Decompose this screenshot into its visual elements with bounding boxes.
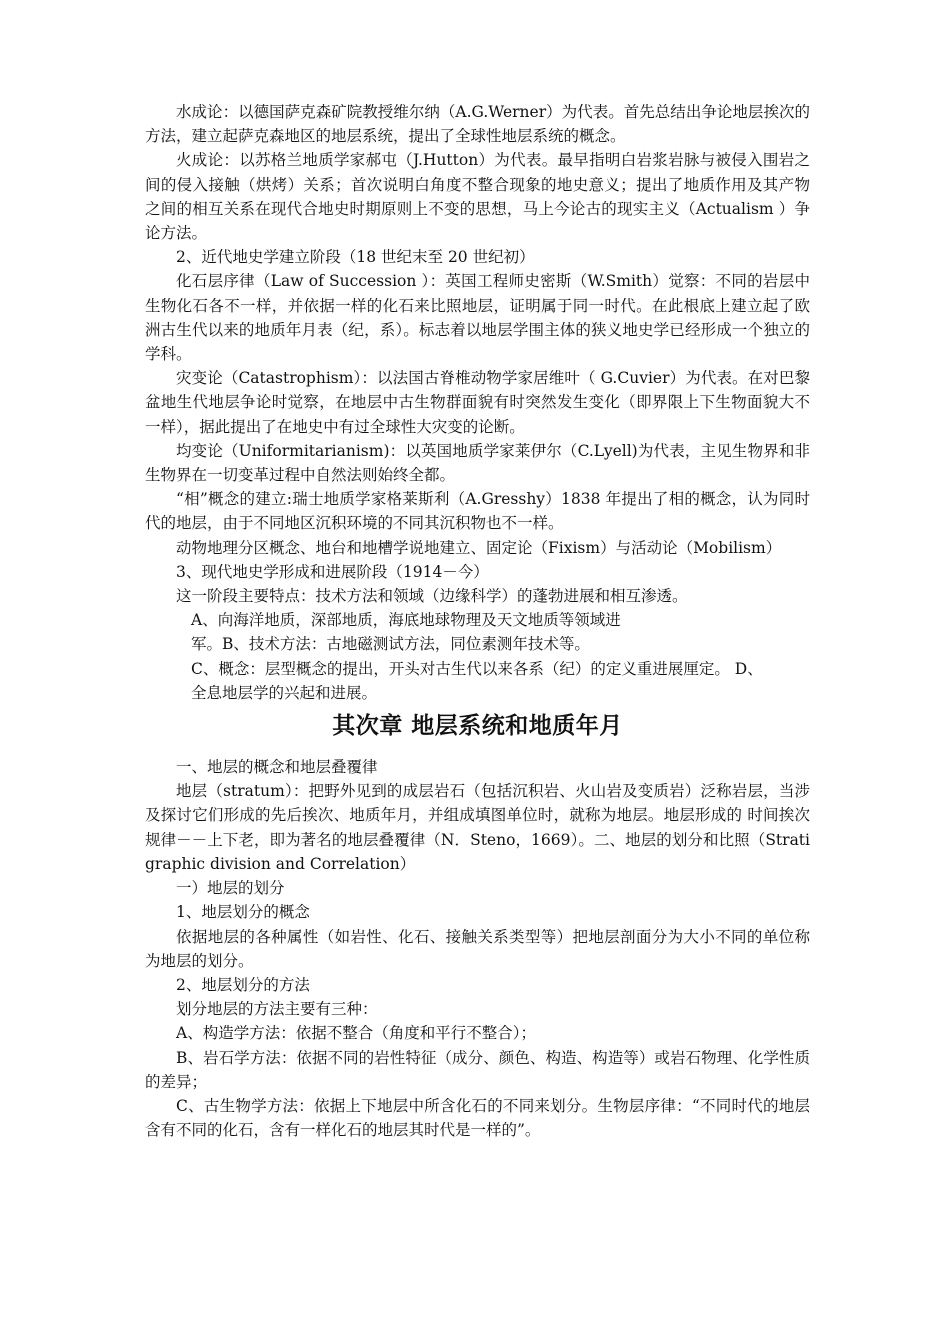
paragraph-uniformitarianism: 均变论（Uniformitarianism)：以英国地质学家莱伊尔（C.Lyell)为代表，主见生物界和非生物界在一切变革过程中自然法则始终全都。 (145, 441, 810, 485)
paragraph-contemporary-stage-heading: 3、现代地史学形成和进展阶段（1914－今） (176, 562, 489, 581)
list-item: C、概念：层型概念的提出，开头对古生代以来各系（纪）的定义重进展厘定。 D、 (191, 659, 763, 678)
document-page (145, 100, 810, 1142)
paragraph-modern-stage-heading: 2、近代地史学建立阶段（18 世纪末至 20 世纪初） (176, 248, 535, 267)
paragraph-stage-features: 这一阶段主要特点：技术方法和领域（边缘科学）的蓬勃进展和相互渗透。 (176, 587, 688, 606)
paragraph-division-methods-heading: 2、地层划分的方法 (176, 975, 310, 994)
list-item: A、向海洋地质，深部地质，海底地球物理及天文地质等领域进 (191, 611, 621, 630)
paragraph-catastrophism: 灾变论（Catastrophism）：以法国古脊椎动物学家居维叶（ G.Cuvier）为代表。在对巴黎盆地生代地层争论时觉察，在地层中古生物群面貌有时突然发生变化（即界限上下生物面貌大不一样），据此提出了在地史中有过全球性大灾变的论断。 (145, 369, 810, 436)
paragraph-plutonism: 火成论：以苏格兰地质学家郝屯（J.Hutton）为代表。最早指明白岩浆岩脉与被侵入围岩之间的侵入接触（烘烤）关系；首次说明白角度不整合现象的地史意义；提出了地质作用及其产物之间的相互关系在现代合地史时期原则上不变的思想，马上今论古的现实主义（Actualism ）争论方法。 (145, 151, 810, 243)
paragraph-division-concept: 依据地层的各种属性（如岩性、化石、接触关系类型等）把地层剖面分为大小不同的单位称为地层的划分。 (145, 927, 810, 970)
paragraph-law-of-succession: 化石层序律（Law of Succession ）：英国工程师史密斯（W.Smith）觉察：不同的岩层中生物化石各不一样，并依据一样的化石来比照地层，证明属于同一时代。在此根底上建立起了欧洲古生代以来的地质年月表（纪，系）。标志着以地层学围主体的狭义地史学已经形成一个独立的学科。 (145, 272, 810, 364)
list-item: 军。B、技术方法：古地磁测试方法，同位素测年技术等。 (191, 635, 590, 654)
chapter-title: 其次章 地层系统和地质年月 (332, 713, 623, 740)
paragraph-neptunism: 水成论：以德国萨克森矿院教授维尔纳（A.G.Werner）为代表。首先总结出争论地层挨次的方法，建立起萨克森地区的地层系统，提出了全球性地层系统的概念。 (145, 103, 810, 146)
paragraph-facies-concept: “相”概念的建立:瑞士地质学家格莱斯利（A.Gresshy）1838 年提出了相的概念，认为同时代的地层，由于不同地区沉积环境的不同其沉积物也不一样。 (145, 490, 810, 533)
list-item: 全息地层学的兴起和进展。 (191, 683, 378, 702)
paragraph-method-paleontologic: C、古生物学方法：依据上下地层中所含化石的不同来划分。生物层序律：“不同时代的地层含有不同的化石，含有一样化石的地层其时代是一样的”。 (145, 1096, 810, 1140)
paragraph-methods-intro: 划分地层的方法主要有三种： (176, 1000, 378, 1019)
paragraph-division-heading: 一）地层的划分 (176, 879, 285, 898)
paragraph-method-lithologic: B、岩石学方法：依据不同的岩性特征（成分、颜色、构造、构造等）或岩石物理、化学性质的差异； (145, 1048, 810, 1091)
paragraph-stratum-definition: 地层（stratum）：把野外见到的成层岩石（包括沉积岩、火山岩及变质岩）泛称岩层，当涉及探讨它们形成的先后挨次、地质年月，并组成填图单位时，就称为地层。地层形成的 时间挨次规律－－上下老，即为著名的地层叠覆律（N．Steno，1669）。二、地层的划分和比照（Stratigraphic division and Correlation） (145, 782, 810, 873)
paragraph-method-tectonic: A、构造学方法：依据不整合（角度和平行不整合）； (176, 1024, 536, 1043)
paragraph-division-concept-heading: 1、地层划分的概念 (176, 903, 310, 922)
paragraph-stratum-heading: 一、地层的概念和地层叠覆律 (176, 758, 378, 777)
paragraph-fixism-mobilism: 动物地理分区概念、地台和地槽学说地建立、固定论（Fixism）与活动论（Mobilism） (176, 538, 782, 557)
